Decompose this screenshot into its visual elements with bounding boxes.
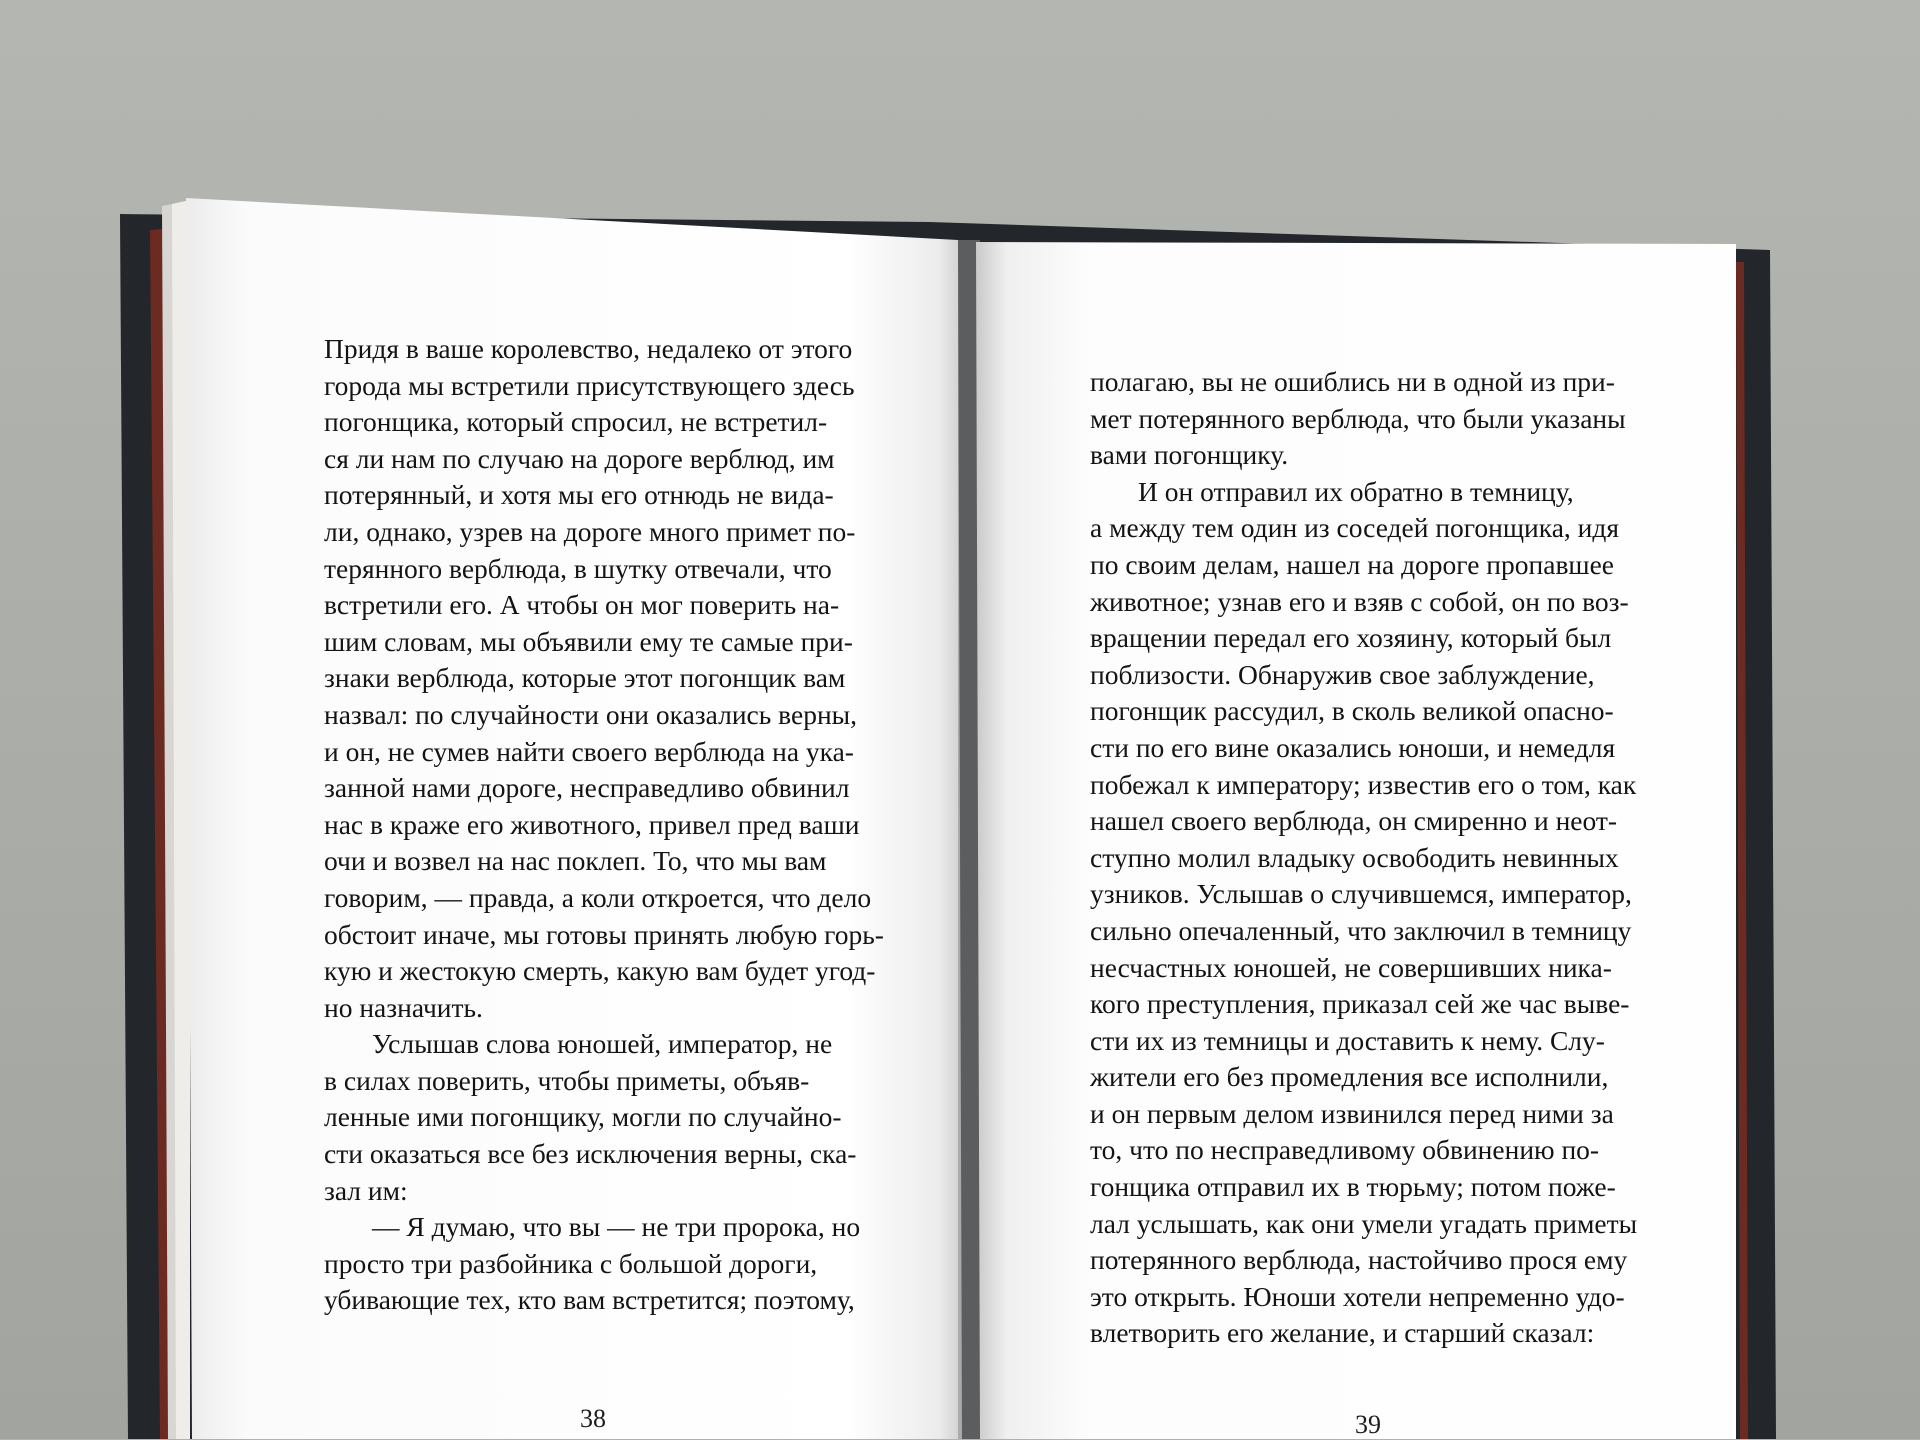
text-line: знаки верблюда, которые этот погонщик вам	[324, 662, 846, 694]
text-line: но назначить.	[324, 991, 483, 1023]
text-line: сти их из темницы и доставить к нему. Слу-	[1090, 1024, 1605, 1056]
text-line: животное; узнав его и взяв с собой, он по воз-	[1090, 585, 1629, 617]
text-line: занной нами дороге, несправедливо обвинил	[324, 772, 850, 804]
text-line: встретили его. А чтобы он мог поверить на-	[324, 589, 840, 621]
text-line: города мы встретили присутствующего здесь	[324, 369, 855, 401]
text-line: в силах поверить, чтобы приметы, объяв-	[324, 1064, 810, 1096]
text-line: ступно молил владыку освободить невинных	[1090, 841, 1619, 873]
text-line: назвал: по случайности они оказались верны,	[324, 698, 858, 730]
right-page-text	[1090, 364, 1640, 1352]
text-line: шим словам, мы объявили ему те самые при-	[324, 625, 853, 657]
text-line: убивающие тех, кто вам встретится; поэтому,	[324, 1284, 855, 1316]
text-line: вращении передал его хозяину, который был	[1090, 622, 1612, 654]
text-line: терянного верблюда, в шутку отвечали, что	[324, 552, 832, 584]
text-line: И он отправил их обратно в темницу,	[1138, 475, 1574, 507]
text-line: говорим, — правда, а коли откроется, что дело	[324, 881, 872, 913]
text-line: по своим делам, нашел на дороге пропавшее	[1090, 548, 1615, 580]
text-line: полагаю, вы не ошиблись ни в одной из при-	[1090, 366, 1615, 397]
text-line: сильно опечаленный, что заключил в темницу	[1090, 914, 1632, 946]
left-page-number: 38	[580, 1404, 606, 1433]
text-line: Услышав слова юношей, император, не	[372, 1028, 833, 1060]
text-line: Придя в ваше королевство, недалеко от этого	[324, 333, 853, 364]
text-line: кую и жестокую смерть, какую вам будет угод-	[324, 955, 876, 987]
text-line: погонщик рассудил, в сколь великой опасно-	[1090, 695, 1614, 727]
text-line: вами погонщику.	[1090, 439, 1289, 471]
text-line: потерянного верблюда, настойчиво прося ему	[1090, 1244, 1628, 1276]
text-line: ли, однако, узрев на дороге много примет по-	[324, 515, 856, 547]
text-line: узников. Услышав о случившемся, император,	[1090, 878, 1632, 910]
text-line: несчастных юношей, не совершивших ника-	[1090, 951, 1612, 983]
text-line: а между тем один из соседей погонщика, идя	[1090, 512, 1620, 544]
text-line: это открыть. Юноши хотели непременно удо-	[1090, 1280, 1625, 1312]
text-line: нас в краже его животного, привел пред ваши	[324, 808, 860, 840]
text-line: кого преступления, приказал сей же час выве-	[1090, 988, 1630, 1020]
text-line: потерянный, и хотя мы его отнюдь не вида-	[324, 479, 834, 511]
text-line: сти по его вине оказались юноши, и немедля	[1090, 731, 1616, 763]
text-line: нашел своего верблюда, он смиренно и неот-	[1090, 805, 1618, 837]
text-line: ся ли нам по случаю на дороге верблюд, им	[324, 442, 835, 474]
text-line: поблизости. Обнаружив свое заблуждение,	[1090, 658, 1595, 690]
text-line: очи и возвел на нас поклеп. То, что мы вам	[324, 845, 827, 877]
text-line: погонщика, который спросил, не встретил-	[324, 406, 828, 438]
text-line: побежал к императору; известив его о том, как	[1090, 768, 1637, 800]
text-line: и он первым делом извинился перед ними за	[1090, 1097, 1614, 1129]
text-line: лал услышать, как они умели угадать приметы	[1090, 1207, 1638, 1239]
text-line: влетворить его желание, и старший сказал:	[1090, 1317, 1595, 1349]
right-page-number: 39	[1355, 1410, 1381, 1439]
text-line: обстоит иначе, мы готовы принять любую горь-	[324, 918, 884, 950]
text-line: жители его без промедления все исполнили,	[1090, 1061, 1609, 1093]
left-page-text	[324, 331, 904, 1319]
text-line: то, что по несправедливому обвинению по-	[1090, 1134, 1600, 1166]
text-line: просто три разбойника с большой дороги,	[324, 1247, 818, 1279]
text-line: зал им:	[324, 1174, 408, 1206]
text-line: гонщика отправил их в тюрьму; потом поже-	[1090, 1171, 1616, 1203]
text-line: мет потерянного верблюда, что были указаны	[1090, 402, 1626, 434]
text-line: — Я думаю, что вы — не три пророка, но	[372, 1211, 861, 1243]
text-line: сти оказаться все без исключения верны, ска-	[324, 1138, 857, 1170]
text-line: ленные ими погонщику, могли по случайно-	[324, 1101, 842, 1133]
text-line: и он, не сумев найти своего верблюда на ука-	[324, 735, 854, 767]
